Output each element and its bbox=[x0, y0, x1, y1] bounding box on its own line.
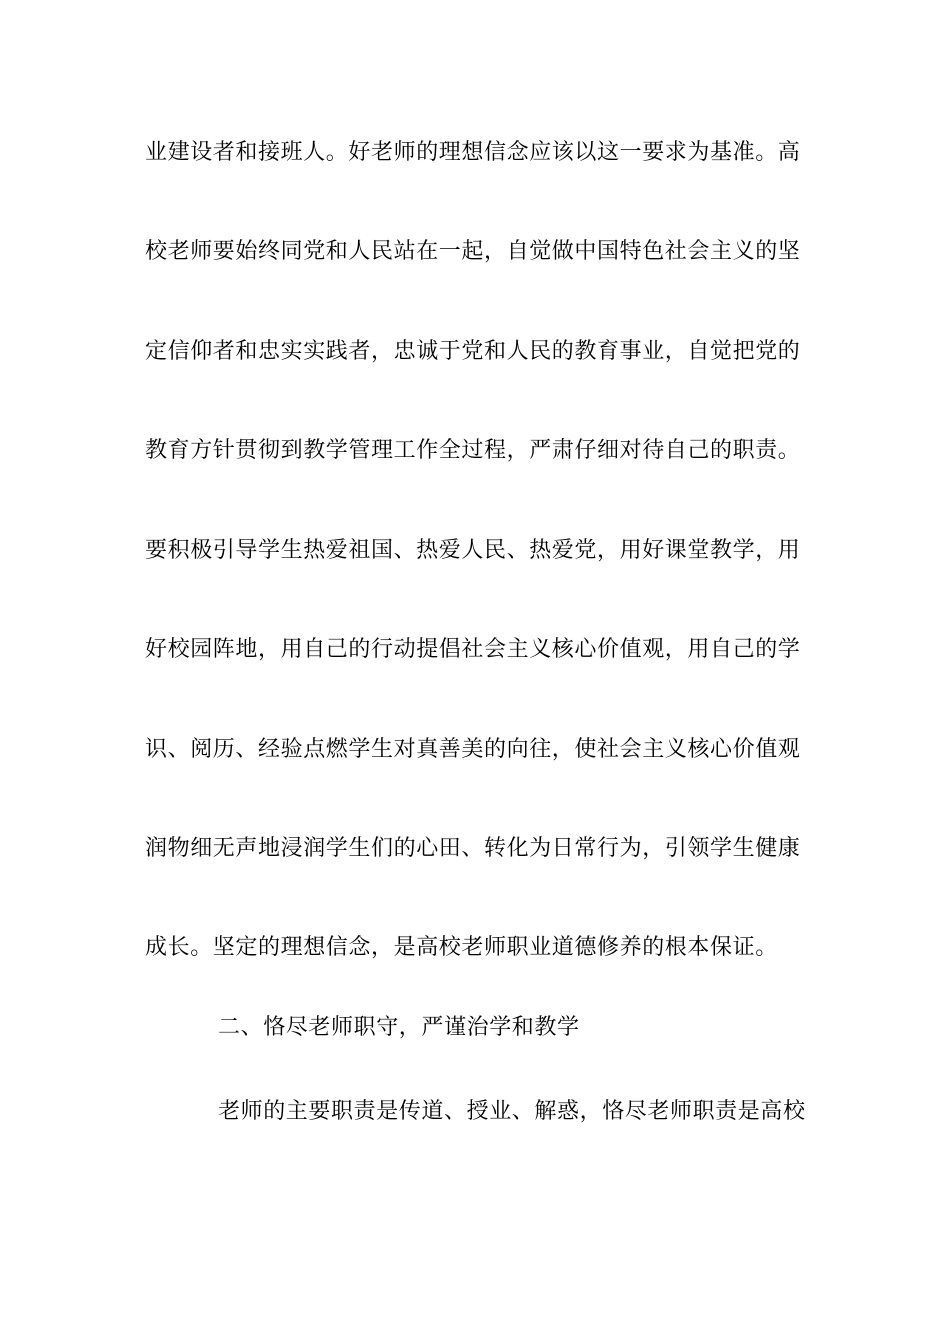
text-line-4: 教育方针贯彻到教学管理工作全过程，严肃仔细对待自己的职责。 bbox=[145, 438, 801, 463]
text-line-7: 识、阅历、经验点燃学生对真善美的向往，使社会主义核心价值观 bbox=[145, 737, 801, 762]
section-heading: 二、恪尽老师职守，严谨治学和教学 bbox=[218, 1015, 580, 1040]
text-line-5: 要积极引导学生热爱祖国、热爱人民、热爱党，用好课堂教学，用 bbox=[145, 538, 801, 563]
text-line-6: 好校园阵地，用自己的行动提倡社会主义核心价值观，用自己的学 bbox=[145, 637, 801, 662]
text-line-1: 业建设者和接班人。好老师的理想信念应该以这一要求为基准。高 bbox=[145, 140, 801, 165]
text-line-9: 成长。坚定的理想信念，是高校老师职业道德修养的根本保证。 bbox=[145, 935, 778, 960]
text-line-3: 定信仰者和忠实实践者，忠诚于党和人民的教育事业，自觉把党的 bbox=[145, 339, 801, 364]
paragraph-start-line: 老师的主要职责是传道、授业、解惑，恪尽老师职责是高校 bbox=[218, 1099, 806, 1124]
text-line-2: 校老师要始终同党和人民站在一起，自觉做中国特色社会主义的坚 bbox=[145, 239, 801, 264]
text-line-8: 润物细无声地浸润学生们的心田、转化为日常行为，引领学生健康 bbox=[145, 836, 801, 861]
